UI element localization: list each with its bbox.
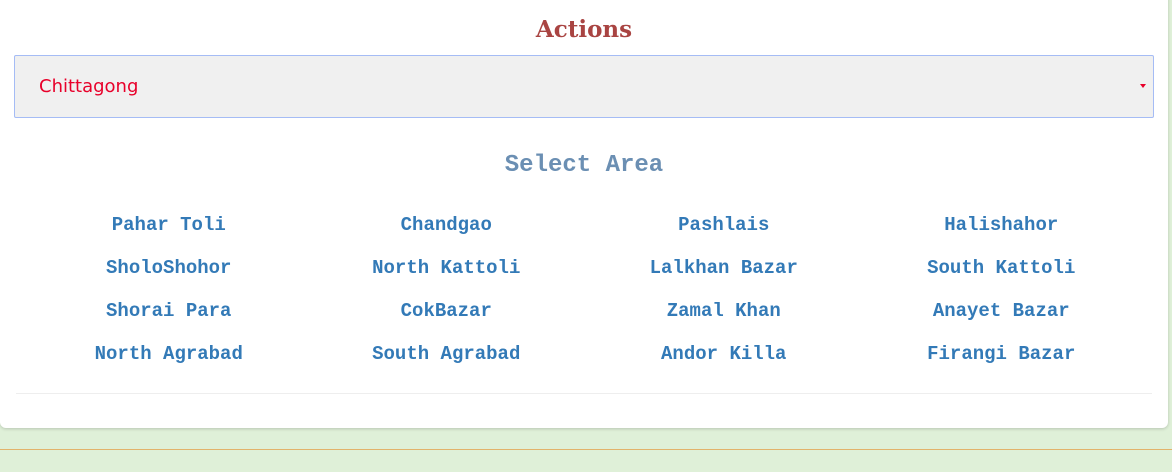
- area-link[interactable]: South Agrabad: [372, 343, 521, 365]
- area-grid: [30, 214, 1140, 386]
- area-link[interactable]: Andor Killa: [661, 343, 787, 365]
- area-link[interactable]: Pashlais: [678, 214, 770, 236]
- city-select[interactable]: [14, 55, 1154, 118]
- area-link[interactable]: SholoShohor: [106, 257, 232, 279]
- area-link[interactable]: North Agrabad: [94, 343, 243, 365]
- area-link[interactable]: North Kattoli: [372, 257, 521, 279]
- area-link[interactable]: Firangi Bazar: [927, 343, 1076, 365]
- area-link[interactable]: Pahar Toli: [111, 214, 226, 236]
- area-link[interactable]: South Kattoli: [927, 257, 1076, 279]
- area-link[interactable]: Anayet Bazar: [932, 300, 1070, 322]
- area-link[interactable]: Halishahor: [944, 214, 1059, 236]
- area-link[interactable]: Zamal Khan: [666, 300, 781, 322]
- area-link[interactable]: Lalkhan Bazar: [649, 257, 798, 279]
- footer-divider: [0, 449, 1172, 450]
- dropdown-caret-icon: [1140, 84, 1146, 88]
- area-link[interactable]: CokBazar: [400, 300, 492, 322]
- city-select-value: Chittagong: [39, 76, 139, 97]
- actions-title: Actions: [535, 16, 633, 43]
- area-link[interactable]: Shorai Para: [106, 300, 232, 322]
- select-area-title: Select Area: [504, 152, 664, 179]
- area-link[interactable]: Chandgao: [400, 214, 492, 236]
- divider: [16, 393, 1152, 394]
